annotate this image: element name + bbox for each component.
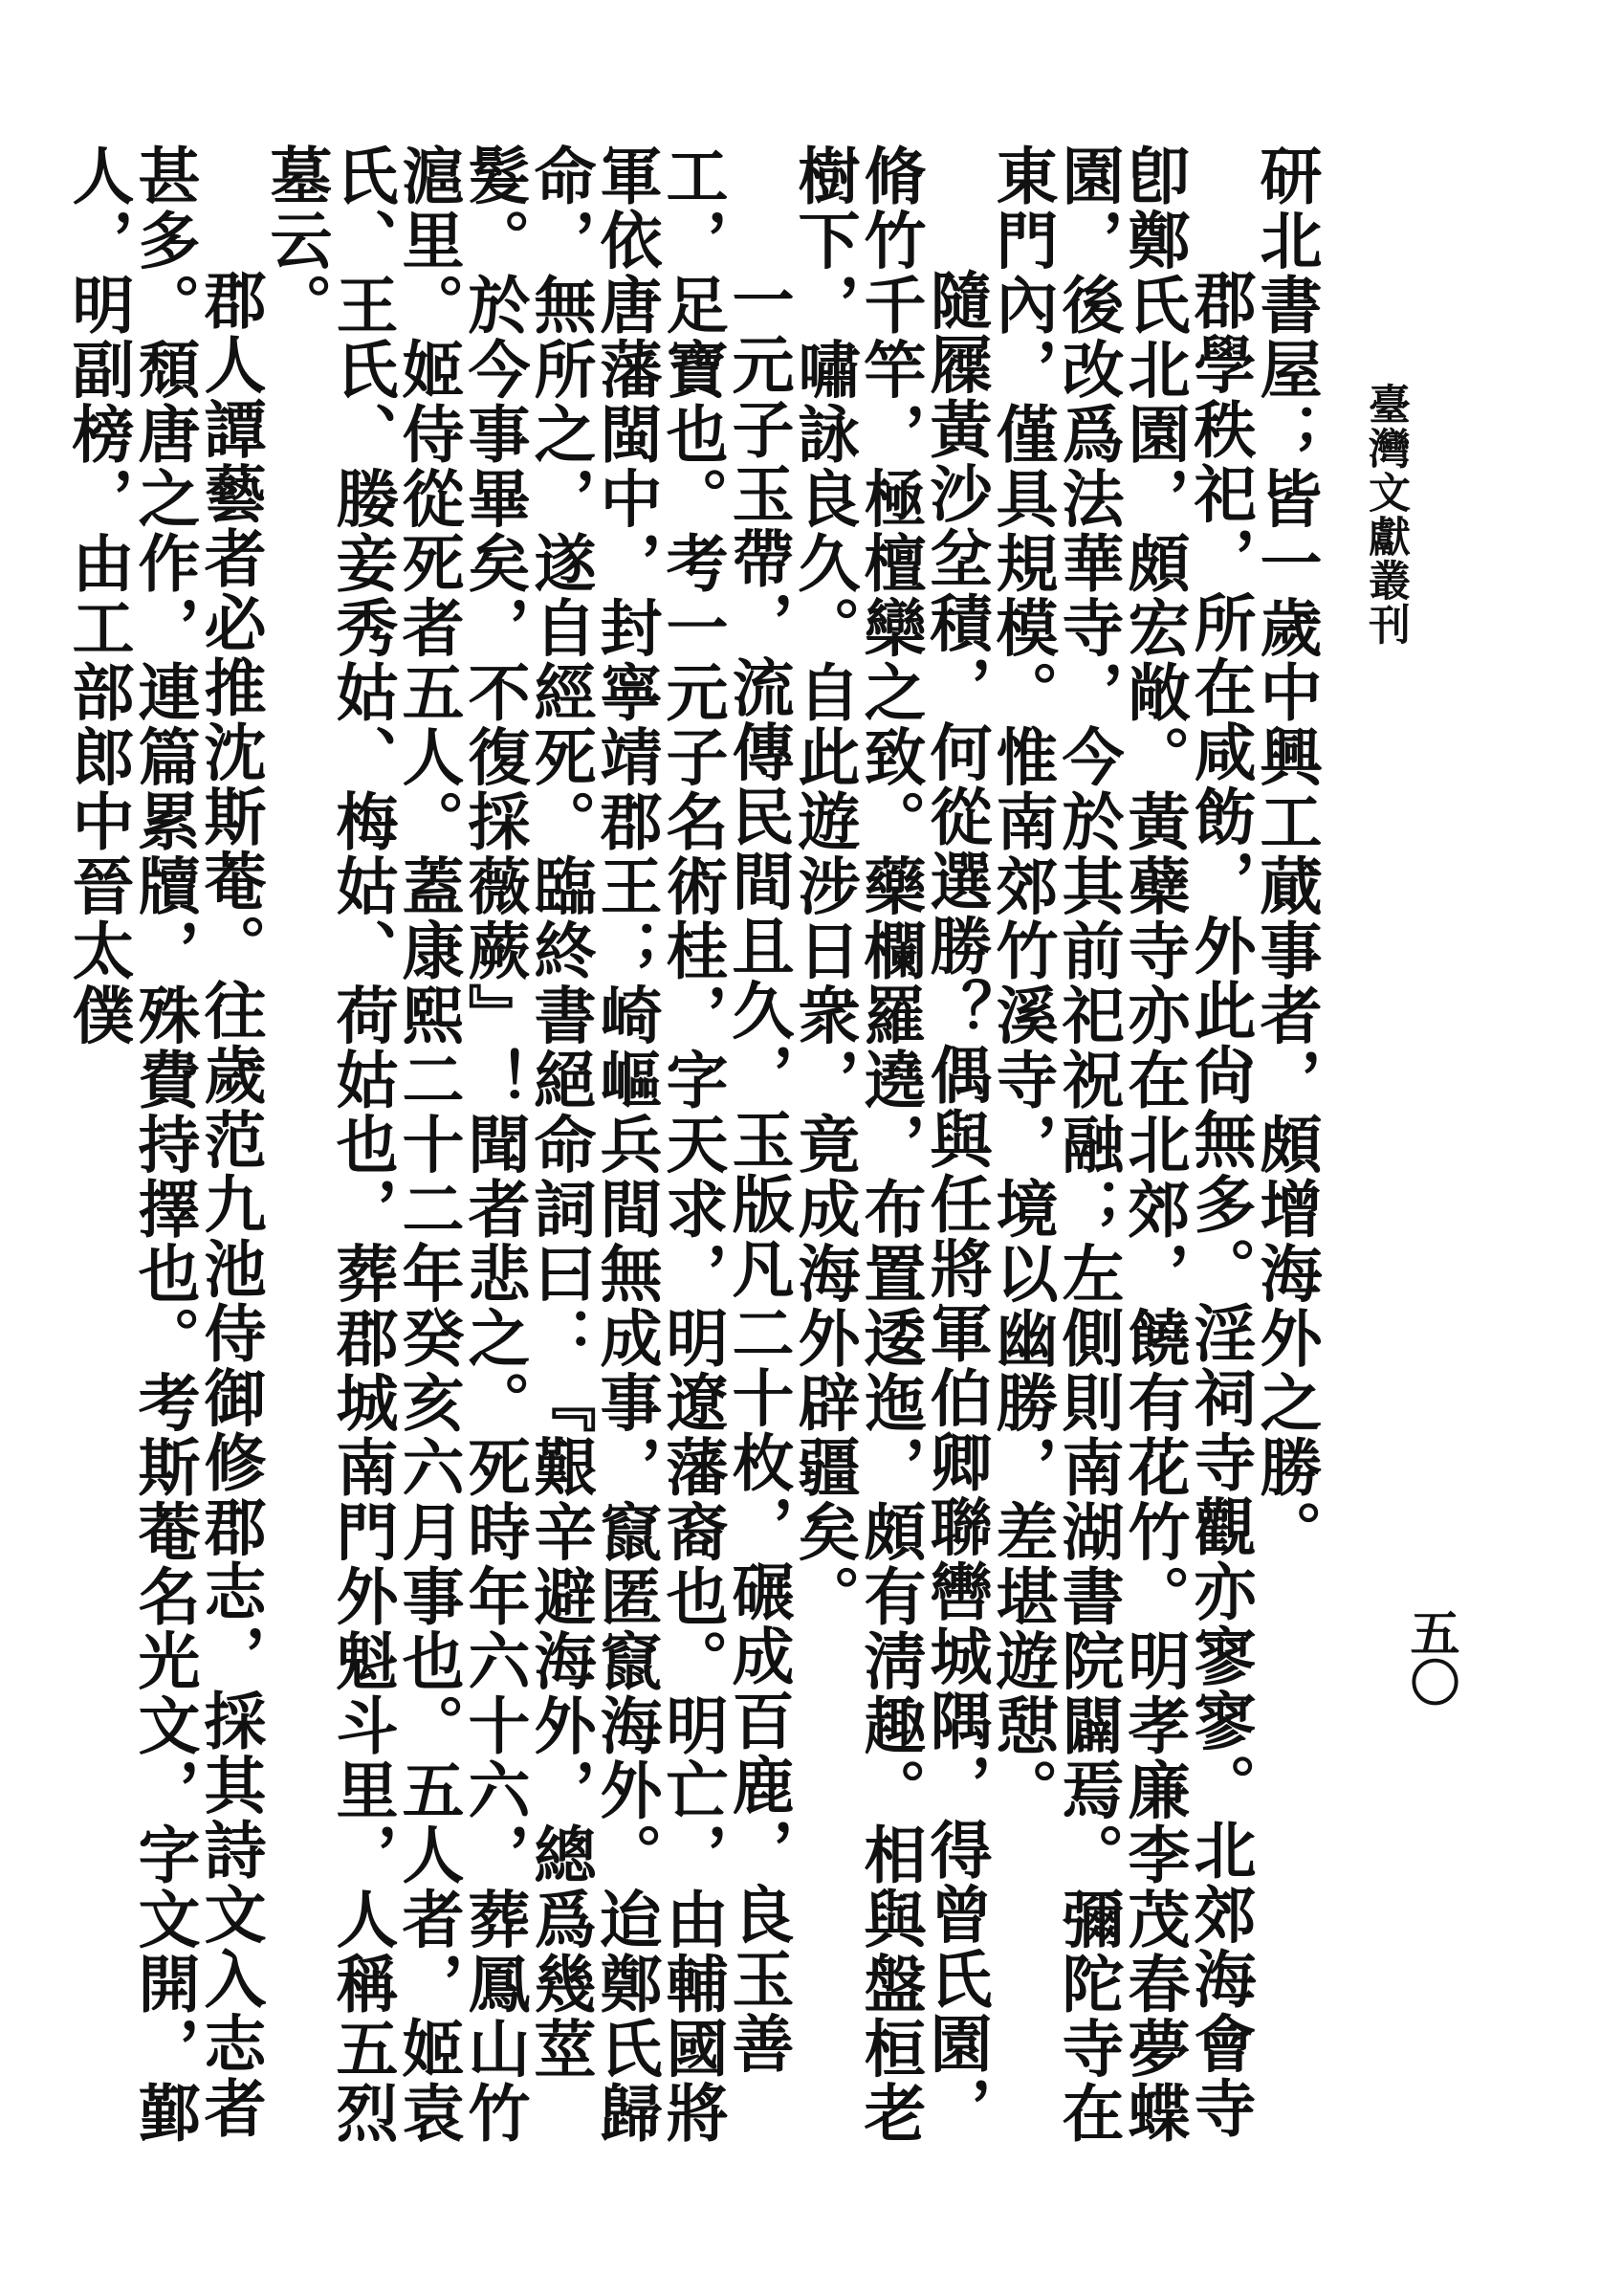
body-text bbox=[61, 144, 1322, 2181]
paragraph: 郡學秩祀，所在咸飭，外此尙無多。淫祠寺觀亦寥寥。北郊海會寺卽鄭氏北園，頗宏敞。黃蘗寺亦在北郊，饒有花竹。明孝廉李茂春夢蝶園，後改爲法華寺，今於其前祀祝融；左側則南湖書院闢焉。彌陀寺在東門內，僅具規模。惟南郊竹溪寺，境以幽勝，差堪遊憇。 bbox=[985, 144, 1256, 2146]
paragraph: 隨屧黃沙坌積，何從選勝？偶與任將軍伯卿聯轡城隅，得曾氏園，脩竹千竿，極檀欒之致。藥欄羅遶，布置逶迤，頗有淸趣。相與盤桓老樹下，嘯詠良久。自此遊涉日衆，竟成海外辟疆矣。 bbox=[787, 144, 992, 2146]
paragraph: 郡人譚藝者必推沈斯菴。往歲范九池侍御修郡志，採其詩文入志者甚多。頹唐之作，連篇累牘，殊費持擇也。考斯菴名光文，字文開，鄞人，明副榜，由工部郎中晉太僕 bbox=[61, 144, 266, 2146]
paragraph: 一元子玉帶，流傳民間且久，玉版凡二十枚，碾成百鹿，良玉善工，足寶也。考一元子名術桂，字天求，明遼藩裔也。明亡，由輔國將軍依唐藩閩中，封寧靖郡王；崎嶇兵間無成事，竄匿竄海外。迨鄭氏歸命，無所之，遂自經死。臨終書絕命詞曰：『艱辛避海外，總爲幾莖髮。於今事畢矣，不復採薇蕨』！聞者悲之。死時年六十六，葬鳳山竹滬里。姬侍從死者五人。蓋康熙二十二年癸亥六月事也。五人者，姬袁氏、王氏、媵妾秀姑、梅姑、荷姑也，葬郡城南門外魁斗里，人稱五烈墓云。 bbox=[259, 144, 794, 2146]
page-number: 五〇 bbox=[1401, 1607, 1459, 1707]
book-title: 臺灣文獻叢刊 bbox=[1361, 383, 1410, 647]
paragraph: 研北書屋；皆一歲中興工蕆事者，頗增海外之勝。 bbox=[1249, 144, 1322, 1564]
